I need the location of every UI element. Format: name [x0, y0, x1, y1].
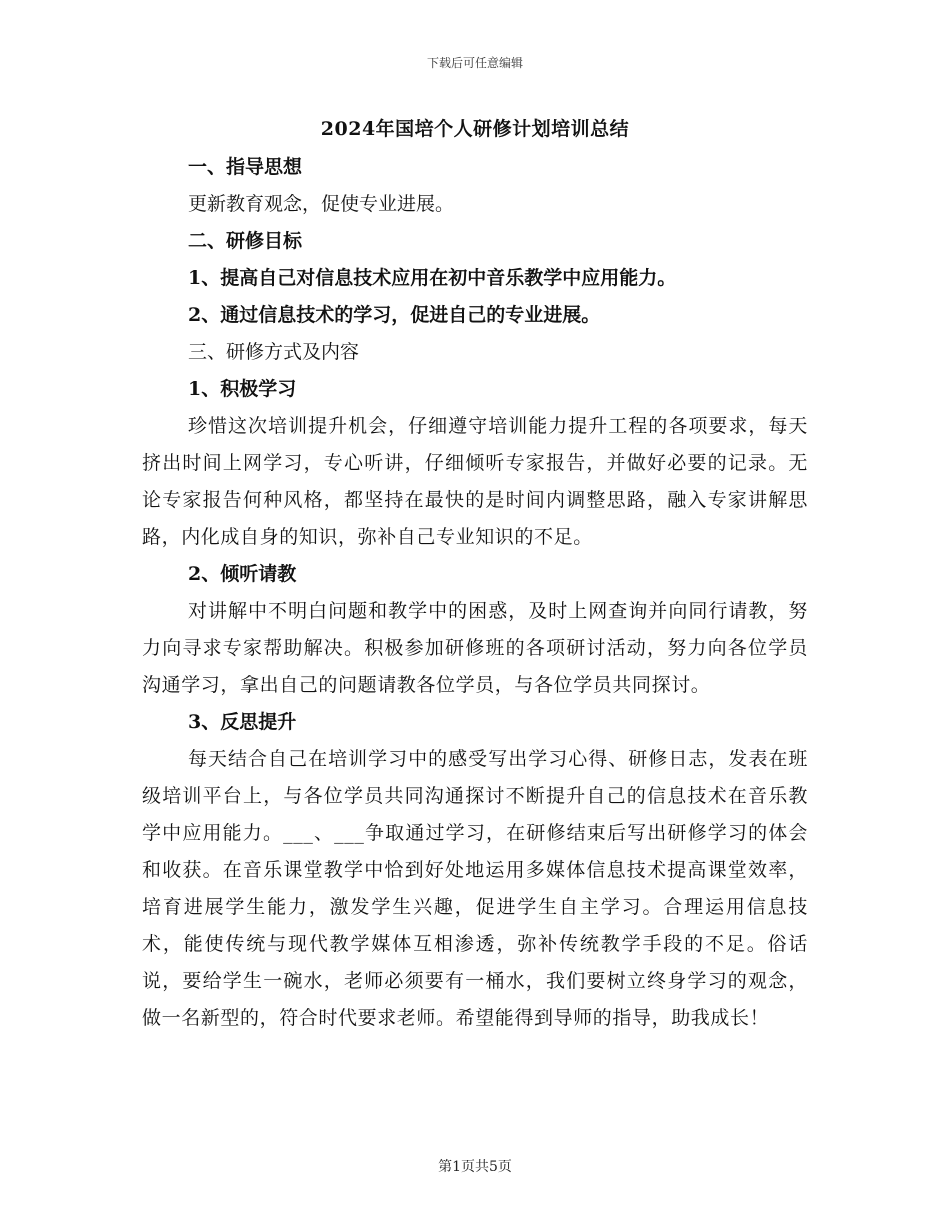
subheading-listen-consult: 2、倾听请教: [188, 563, 297, 585]
paragraph-reflect-improve: 每天结合自己在培训学习中的感受写出学习心得、研修日志，发表在班级培训平台上，与各位学员共同沟通探讨不断提升自己的信息技术在音乐教学中应用能力。___、___争取通过学习，在研修结束后写出研修学习的体会和收获。在音乐课堂教学中恰到好处地运用多媒体信息技术提高课堂效率，培育进展学生能力，激发学生兴趣，促进学生自主学习。合理运用信息技术，能使传统与现代教学媒体互相渗透，弥补传统教学手段的不足。俗话说，要给学生一碗水，老师必须要有一桶水，我们要树立终身学习的观念，做一名新型的，符合时代要求老师。希望能得到导师的指导，助我成长！: [142, 748, 808, 1029]
paragraph-active-learning: 珍惜这次培训提升机会，仔细遵守培训能力提升工程的各项要求，每天挤出时间上网学习，专心听讲，仔细倾听专家报告，并做好必要的记录。无论专家报告何种风格，都坚持在最快的是时间内调整思路，融入专家讲解思路，内化成自身的知识，弥补自己专业知识的不足。: [142, 415, 808, 548]
goal-item-1: 1、提高自己对信息技术应用在初中音乐教学中应用能力。: [188, 267, 677, 289]
goal-item-2: 2、通过信息技术的学习，促进自己的专业进展。: [188, 304, 601, 326]
document-title: 2024年国培个人研修计划培训总结: [320, 118, 630, 140]
section-heading-methods: 三、研修方式及内容: [188, 341, 360, 363]
header-note: 下载后可任意编辑: [426, 56, 523, 70]
document-body: [142, 149, 808, 1037]
section-heading-goals: 二、研修目标: [188, 230, 303, 252]
section-heading-guiding-idea: 一、指导思想: [188, 156, 303, 178]
paragraph-listen-consult: 对讲解中不明白问题和教学中的困惑，及时上网查询并向同行请教，努力向寻求专家帮助解决。积极参加研修班的各项研讨活动，努力向各位学员沟通学习，拿出自己的问题请教各位学员，与各位学员共同探讨。: [142, 600, 808, 696]
page-indicator: 第1页共5页: [438, 1159, 512, 1175]
subheading-active-learning: 1、积极学习: [188, 378, 297, 400]
subheading-reflect-improve: 3、反思提升: [188, 711, 297, 733]
section-text-guiding-idea: 更新教育观念，促使专业进展。: [188, 193, 455, 215]
